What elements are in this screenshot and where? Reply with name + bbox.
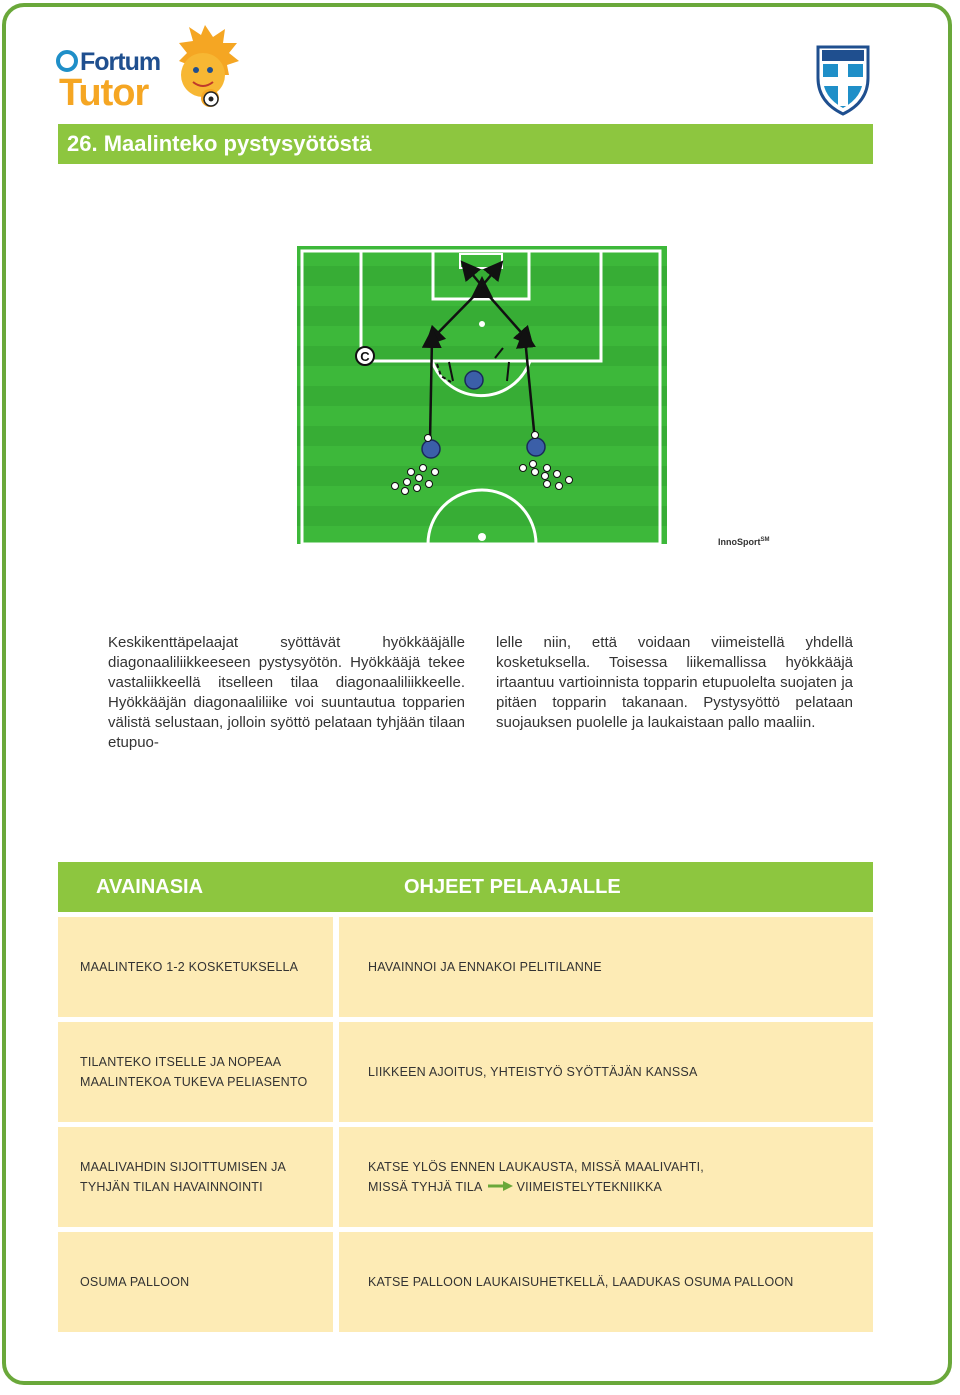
instruction-cell <box>339 1022 873 1122</box>
table-row <box>58 1127 873 1227</box>
suomi-crest-logo <box>815 44 871 116</box>
cell-line: MAALIVAHDIN SIJOITTUMISEN JA <box>80 1160 287 1174</box>
cell-text: MISSÄ TYHJÄ TILA <box>368 1179 483 1194</box>
arrow-right-icon <box>487 1177 513 1197</box>
diagram-credit <box>718 537 770 547</box>
instruction-cell <box>339 1232 873 1332</box>
page-title: 26. Maalinteko pystysyötöstä <box>58 124 873 164</box>
header-player-instructions: OHJEET PELAAJALLE <box>404 876 621 898</box>
credit-name: InnoSport <box>718 537 761 547</box>
header-key-points: AVAINASIA <box>96 876 204 898</box>
cell-line: TYHJÄN TILAN HAVAINNOINTI <box>80 1180 263 1194</box>
cell-line: MAALINTEKOA TUKEVA PELIASENTO <box>80 1075 308 1089</box>
fortum-tutor-logo <box>55 20 240 120</box>
drill-diagram <box>297 246 667 544</box>
instruction-cell <box>339 917 873 1017</box>
description-column-2: lelle niin, että voidaan viimeistellä yhdellä kosketuksella. Toisessa liikemallissa hyökkääjä irtaantuu vartioinnista topparin etupuolelta suojaten ja pitäen topparin takanaan. Pystysyöttö pelataan suojauksen puolelle ja laukaistaan pallo maaliin. <box>496 634 853 731</box>
cell-line: OSUMA PALLOON <box>80 1275 190 1289</box>
cell-line: LIIKKEEN AJOITUS, YHTEISTYÖ SYÖTTÄJÄN KANSSA <box>368 1065 698 1079</box>
key-point-cell <box>58 1127 333 1227</box>
credit-sup: SM <box>760 537 770 543</box>
table-row <box>58 1232 873 1332</box>
cell-line: MAALINTEKO 1-2 KOSKETUKSELLA <box>80 960 299 974</box>
cell-line: HAVAINNOI JA ENNAKOI PELITILANNE <box>368 960 602 974</box>
cell-line-with-arrow <box>368 1177 873 1198</box>
cell-line: TILANTEKO ITSELLE JA NOPEAA <box>80 1055 282 1069</box>
description-column-1: Keskikenttäpelaajat syöttävät hyökkääjälle diagonaaliliikkeeseen pystysyötön. Hyökkääjä tekee vastaliikkeellä itselleen tilaa diagonaaliliikkeelle. Hyökkääjän diagonaaliliike voi suuntautua topparien välistä selustaan, jolloin syöttö pelataan tyhjään tilaan etupuo- <box>108 634 465 751</box>
cell-line: KATSE YLÖS ENNEN LAUKAUSTA, MISSÄ MAALIVAHTI, <box>368 1159 704 1174</box>
coach-marker-label: C <box>360 349 370 364</box>
table-row <box>58 1022 873 1122</box>
cell-text: VIIMEISTELYTEKNIIKKA <box>516 1179 663 1194</box>
coach-marker <box>356 347 374 365</box>
key-point-cell <box>58 917 333 1017</box>
logo-tutor-text: Tutor <box>59 72 149 114</box>
table-row <box>58 917 873 1017</box>
cell-line: KATSE PALLOON LAUKAISUHETKELLÄ, LAADUKAS OSUMA PALLOON <box>368 1275 794 1289</box>
key-points-table <box>58 862 873 1332</box>
logo-fortum-text: Fortum <box>80 48 161 76</box>
table-header <box>58 862 873 912</box>
key-point-cell <box>58 1022 333 1122</box>
key-point-cell <box>58 1232 333 1332</box>
instruction-cell <box>339 1127 873 1227</box>
